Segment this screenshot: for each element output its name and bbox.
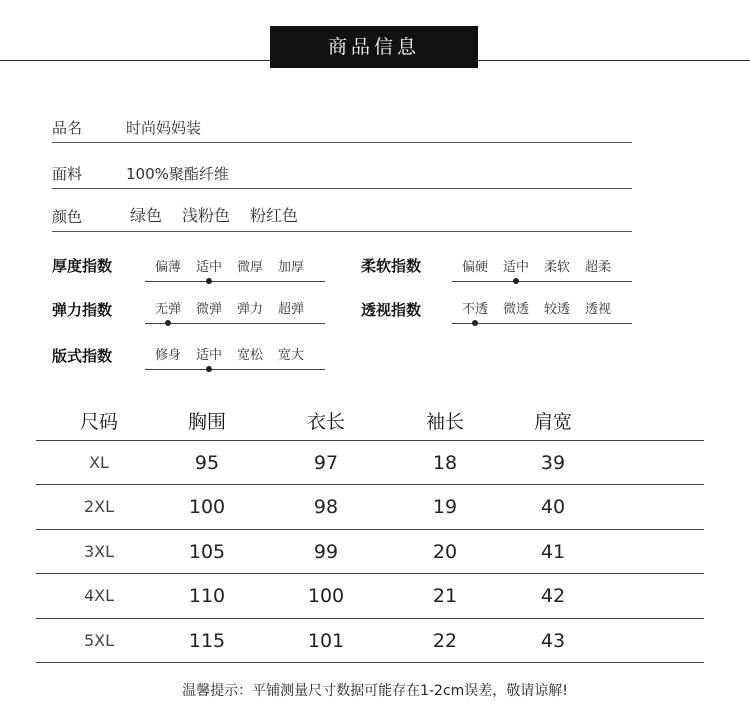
index-option: 弹力: [237, 302, 264, 317]
index-marker: [513, 278, 519, 284]
index-option: 宽松: [237, 348, 264, 363]
color-label: 颜色: [52, 208, 83, 226]
cell-length: 99: [313, 540, 339, 563]
cell-shoulder: 42: [540, 585, 566, 608]
product-name-value: 时尚妈妈装: [126, 119, 202, 137]
index-option: 较透: [544, 302, 571, 317]
index-option: 宽大: [278, 348, 305, 363]
cell-sleeve: 22: [432, 629, 458, 652]
index-track: [145, 323, 325, 324]
cell-sleeve: 18: [432, 452, 458, 474]
index-option: 微透: [503, 302, 530, 317]
table-row: [36, 574, 704, 618]
header-size: 尺码: [79, 411, 118, 433]
index-option: 透视: [585, 302, 612, 317]
index-label: 厚度指数: [52, 257, 113, 275]
color-option: 绿色: [130, 206, 163, 225]
color-values: [130, 203, 318, 226]
index-option: 修身: [155, 348, 182, 363]
index-option: 偏硬: [462, 260, 489, 275]
index-marker: [165, 320, 171, 326]
cell-sleeve: 19: [432, 496, 458, 519]
cell-length: 98: [313, 496, 339, 519]
product-name-label: 品名: [52, 119, 83, 137]
size-table: [36, 404, 704, 663]
index-label: 柔软指数: [361, 257, 422, 275]
divider: [52, 142, 632, 143]
measurement-note: 温馨提示：平铺测量尺寸数据可能存在1-2cm误差，敬请谅解!: [182, 683, 568, 699]
color-option: 粉红色: [250, 206, 299, 225]
index-option: 超柔: [585, 260, 612, 275]
index-scale: [145, 256, 325, 296]
index-option: 超弹: [278, 302, 305, 317]
color-option: 浅粉色: [182, 206, 231, 225]
index-marker: [472, 320, 478, 326]
cell-size: 3XL: [83, 541, 115, 561]
index-option: 加厚: [278, 260, 305, 275]
cell-length: 101: [307, 629, 345, 652]
header-sleeve: 袖长: [425, 411, 464, 433]
index-scale: [145, 298, 325, 338]
index-scale: [452, 256, 632, 296]
cell-sleeve: 21: [432, 585, 458, 608]
cell-sleeve: 20: [432, 540, 458, 563]
section-title: 商品信息: [270, 26, 478, 68]
cell-shoulder: 43: [540, 629, 566, 652]
header-shoulder: 肩宽: [533, 411, 572, 433]
divider: [52, 231, 632, 232]
index-label: 弹力指数: [52, 301, 113, 319]
index-option: 适中: [196, 260, 223, 275]
fabric-value: 100%聚酯纤维: [126, 165, 229, 183]
table-header: [36, 404, 704, 441]
index-marker: [206, 278, 212, 284]
index-option: 无弹: [155, 302, 182, 317]
cell-shoulder: 41: [540, 540, 566, 563]
index-option: 微弹: [196, 302, 223, 317]
cell-size: 4XL: [83, 586, 115, 606]
cell-length: 97: [313, 452, 339, 474]
index-option: 不透: [462, 302, 489, 317]
table-row: [36, 441, 704, 485]
cell-shoulder: 40: [540, 496, 566, 519]
fabric-label: 面料: [52, 165, 83, 183]
table-row: [36, 619, 704, 663]
index-label: 版式指数: [52, 347, 113, 365]
index-option: 柔软: [544, 260, 571, 275]
index-track: [145, 281, 325, 282]
header-chest: 胸围: [187, 411, 226, 433]
cell-chest: 115: [188, 629, 226, 652]
index-track: [452, 323, 632, 324]
index-track: [145, 369, 325, 370]
cell-length: 100: [307, 585, 345, 608]
cell-chest: 105: [188, 540, 226, 563]
index-option: 适中: [503, 260, 530, 275]
index-label: 透视指数: [361, 301, 422, 319]
header-length: 衣长: [306, 411, 345, 433]
index-track: [452, 281, 632, 282]
index-scale: [452, 298, 632, 338]
cell-size: 5XL: [83, 630, 115, 650]
cell-chest: 100: [188, 496, 226, 519]
index-marker: [206, 366, 212, 372]
cell-chest: 95: [194, 452, 220, 474]
index-option: 微厚: [237, 260, 264, 275]
index-option: 偏薄: [155, 260, 182, 275]
index-option: 适中: [196, 348, 223, 363]
index-scale: [145, 344, 325, 384]
cell-shoulder: 39: [540, 452, 566, 474]
cell-size: 2XL: [83, 497, 115, 517]
divider: [52, 188, 632, 189]
table-row: [36, 530, 704, 574]
cell-chest: 110: [188, 585, 226, 608]
table-row: [36, 485, 704, 529]
cell-size: XL: [89, 453, 109, 472]
